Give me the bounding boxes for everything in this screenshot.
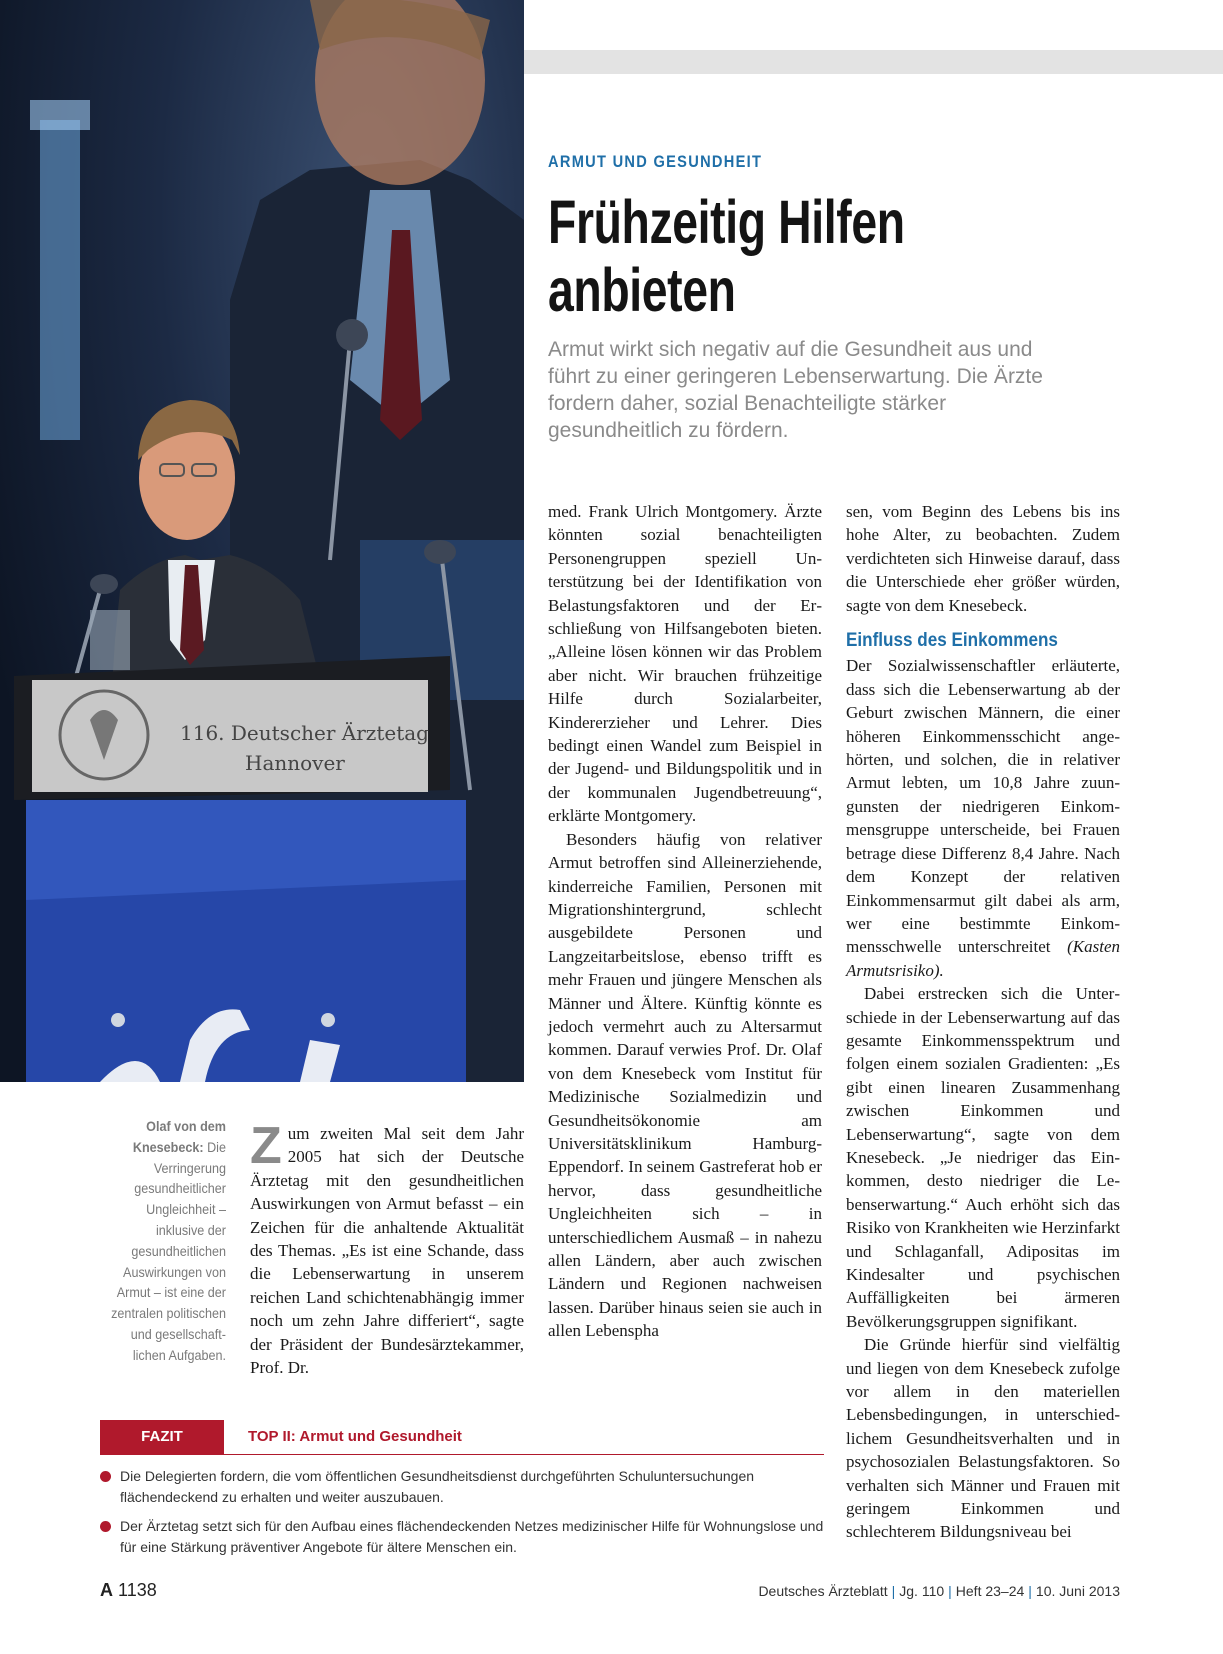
fazit-item-text: Der Ärztetag setzt sich für den Aufbau eines flächendeckenden Netzes medizinischer Hilfe für Wohnungslose und für eine Stärkung präventiver Angebote für ältere Menschen ein. [120,1518,824,1555]
page-title [548,188,974,324]
header-band [524,50,1223,74]
article-paragraph: Dabei erstrecken sich die Unterschiede in der Lebenserwartung auf das gesamte Einkommensspektrum und folgen einem sozialen Gradienten: „Es gibt einen linearen Zusammenhang zwischen Einkommen und Lebenserwartung“, sagte von dem Knesebeck. „Je niedriger das Einkommen, desto niedriger die Lebenserwartung.“ Auch erhöht sich das Risiko von Krankheiten wie Herzinfarkt und Schlaganfall, Adipositas im Kindesalter und psychischen Auffälligkeiten bei ärmeren Bevölkerungsgruppen signifikant. [846,984,1120,1331]
article-paragraph: med. Frank Ulrich Montgomery. Ärzte könnten sozial benachteiligten Personengruppen speziell Unterstützung bei der Identifikation von Belastungsfaktoren und der Erschließung von Hilfsangeboten bieten. „Alleine lösen können wir das Problem aber nicht. Wir brauchen frühzeitige Hilfe durch Sozialarbeiter, Kindererzieher und Lehrer. Dies bedingt einen Wandel zum Beispiel in der Jugend- und Bildungspolitik und in der kommunalen Jugendbetreuung“, erklärte Montgomery. [548,502,822,826]
caption-text: Die Verringerung gesundheitlicher Ungleichheit – inklusive der gesundheitlichen Auswirkungen von Armut – ist eine der zentralen politischen und gesellschaftlichen Aufgaben. [111,1138,226,1363]
separator: | [1028,1583,1032,1599]
fazit-list [100,1466,824,1566]
caption-name: Olaf von dem Knesebeck: [132,1118,226,1155]
podium-sign-line1: 116. Deutscher Ärztetag [180,721,429,745]
article-paragraph: Besonders häufig von relativer Armut betroffen sind Alleinerziehende, kinderreiche Familien, Personen mit Migrationshintergrund, schlecht ausgebildete Personen und Langzeitarbeitslose, ebenso trifft es mehr Frauen und jüngere Menschen als Männer und Ältere. Künftig könnte es jedoch vermehrt auch zu Altersarmut kommen. Darauf verwies Prof. Dr. Olaf von dem Knesebeck vom Institut für Medizinische Sozialmedizin und Gesundheitsökonomie am Universitätsklinikum Hamburg-Eppendorf. In seinem Gastreferat hob er hervor, dass gesundheitliche Ungleichheiten sich – in unterschiedlichem Ausmaß – in nahezu allen Ländern, aber auch zwischen Ländern und Regionen nachweisen lassen. Darüber hinaus seien sie auch in allen Lebenspha [548,829,822,1341]
journal-name: Deutsches Ärzteblatt [758,1583,888,1599]
journal-issue: Heft 23–24 [955,1583,1025,1599]
journal-volume: Jg. 110 [899,1583,945,1599]
section-subheading: Einfluss des Einkommens [846,630,1058,652]
page-number [100,1580,157,1601]
article-paragraph: sen, vom Beginn des Lebens bis ins hohe Alter, zu beobachten. Zudem verdichteten sich Hinweise darauf, dass die Unterschiede eher größer würden, sagte von dem Knesebeck. [846,502,1120,615]
lead-paragraph: Armut wirkt sich negativ auf die Gesundheit aus und führt zu einer geringeren Lebenserwartung. Die Ärzte fordern daher, sozial Benachteiligte stärker gesundheitlich zu fördern. [548,338,1043,442]
podium-sign-line2: Hannover [245,751,345,775]
fazit-title: TOP II: Armut und Gesundheit [248,1428,462,1445]
fazit-item [100,1466,824,1508]
paragraph-text: Der Sozialwissenschaftler erläuterte, dass sich die Lebenserwartung ab der Geburt zwischen Männern, die einer höheren Einkommensschicht angehörten, und solchen, die in relativer Armut lebten, um 10,8 Jahre zuungunsten der niedrigeren Einkommensgruppe unterscheide, bei Frauen betrage diese Differenz 8,4 Jahre. Nach dem Konzept der relativen Einkommensarmut gilt dabei als arm, wer eine bestimmte Einkommensschwelle unterschreitet [846,656,1120,957]
article-column-3 [846,500,1120,1544]
fazit-item-text: Die Delegierten fordern, die vom öffentlichen Gesundheitsdienst durchgeführten Schuluntersuchungen flächendeckend zu erhalten und weiter auszubauen. [120,1468,755,1505]
fazit-item [100,1516,824,1558]
journal-info [758,1583,1120,1599]
photo-caption [109,1116,226,1366]
article-paragraph: Die Gründe hierfür sind vielfältig und liegen von dem Knesebeck zufolge vor allem in den materiellen Lebensbedingungen, in unterschiedlichem Gesundheitsverhalten und in psychosozialen Belastungsfaktoren. So verhalten sich Männer und Frauen mit geringem Einkommen und schlechterem Bildungsniveau bei [846,1335,1120,1542]
section-kicker: ARMUT UND GESUNDHEIT [548,152,763,171]
article-paragraph [846,654,1120,982]
box-reference: (Kasten Armutsrisiko). [846,937,1121,980]
page-number-value: 1138 [118,1580,157,1600]
drop-cap: Z [250,1117,282,1175]
journal-date: 10. Juni 2013 [1035,1583,1120,1599]
bullet-icon [100,1521,111,1532]
article-column-2 [548,500,822,1343]
page-prefix: A [100,1580,113,1600]
speaker-photo-illustration [0,0,524,1082]
speaker-photo [0,0,524,1082]
headline-line-2: anbieten [548,256,736,324]
fazit-header [100,1420,824,1455]
bullet-icon [100,1471,111,1482]
fazit-tag: FAZIT [100,1420,224,1454]
headline-line-1: Frühzeitig Hilfen [548,188,905,256]
separator: | [948,1583,952,1599]
article-column-1 [250,1117,524,1379]
separator: | [891,1583,896,1599]
article-paragraph: um zweiten Mal seit dem Jahr 2005 hat sich der Deutsche Ärztetag mit den gesundheitlichen Auswirkungen von Armut befasst – ein Zeichen für die anhaltende Aktualität des Themas. „Es ist eine Schande, dass die Lebenserwartung in unserem reichen Land schichtenabhängig immer noch um zehn Jahre differiert“, sagte der Präsident der Bundesärztekammer, Prof. Dr. [250,1124,524,1378]
